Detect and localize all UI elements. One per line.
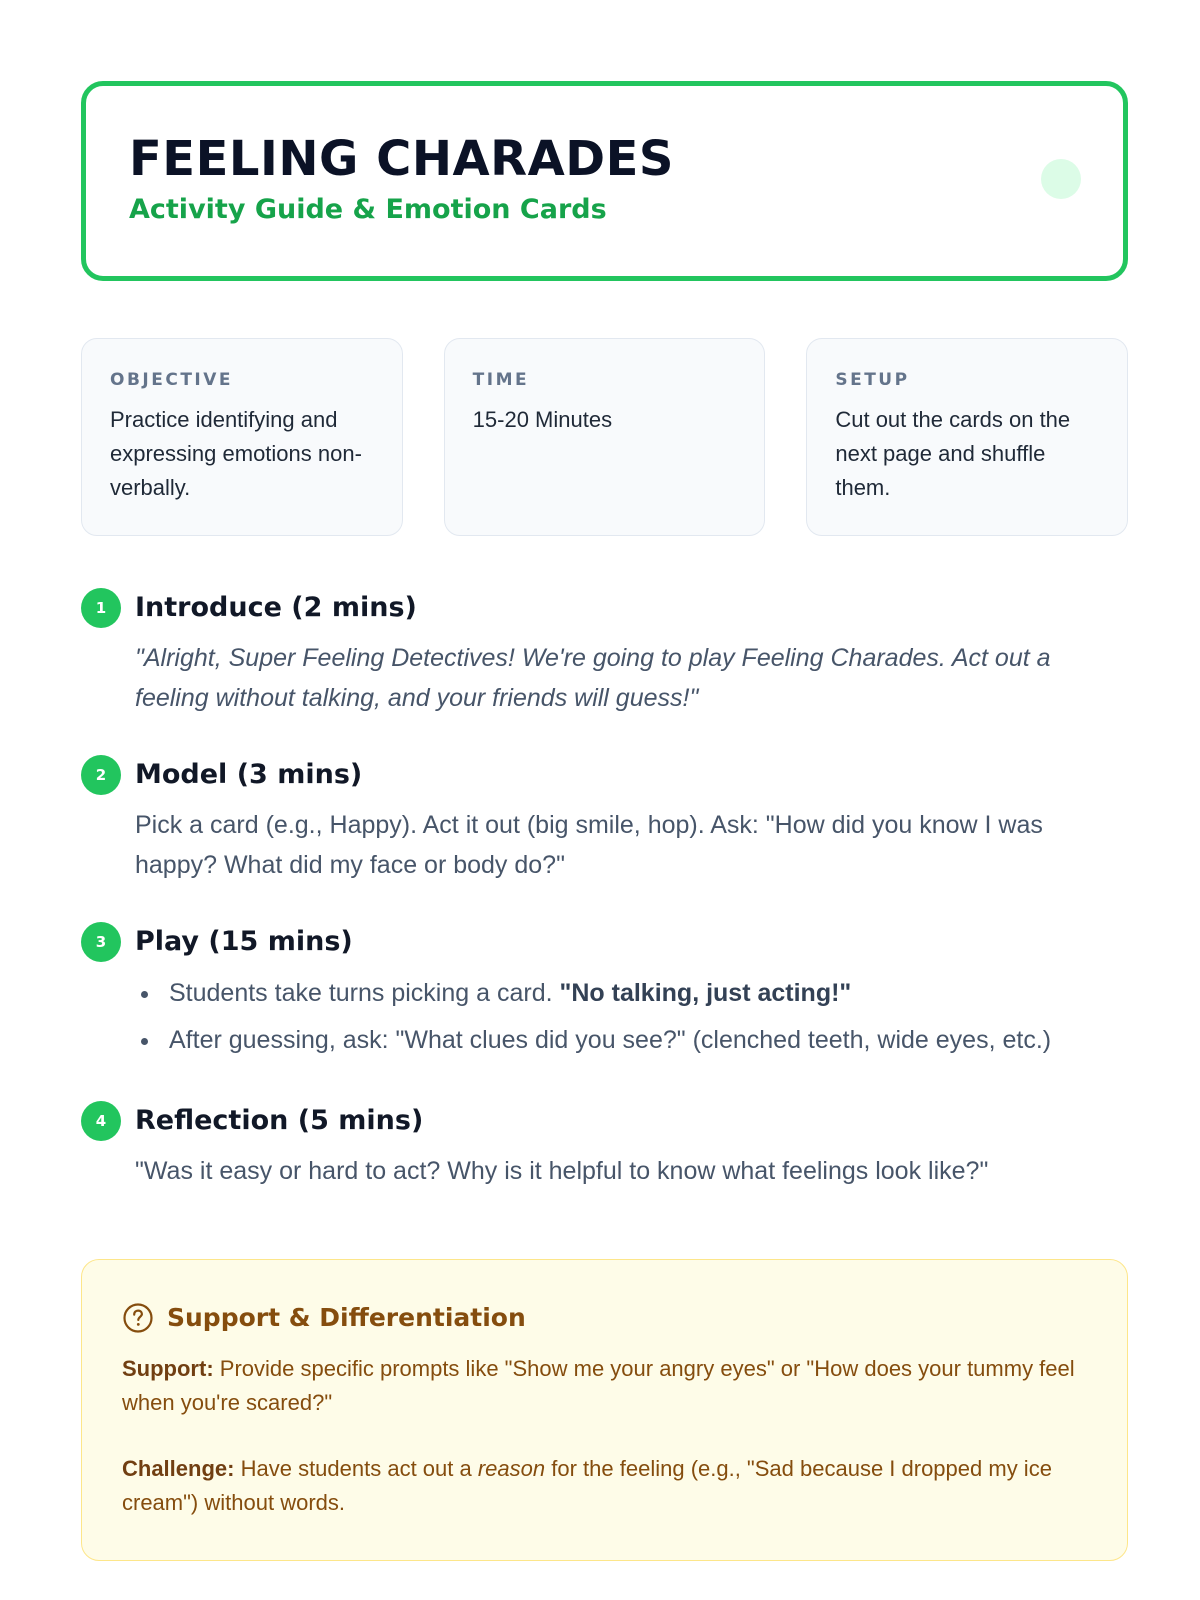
step-bullet-list <box>135 970 1128 1064</box>
challenge-text-after: for the feeling (e.g., "Sad because I dropped my ice cream") without words. <box>122 1456 1052 1515</box>
step-body: "Alright, Super Feeling Detectives! We're going to play Feeling Charades. Act out a feeling without talking, and your friends will guess!" <box>135 644 1051 712</box>
step-body: Pick a card (e.g., Happy). Act it out (big smile, hop). Ask: "How did you know I was happy? What did my face or body do?" <box>135 811 1043 879</box>
challenge-label: Challenge: <box>122 1456 235 1481</box>
info-card-text: Cut out the cards on the next page and shuffle them. <box>835 407 1071 500</box>
time-card <box>444 338 766 536</box>
step-model <box>81 755 1128 885</box>
info-card-label: OBJECTIVE <box>110 370 234 390</box>
help-circle-icon <box>122 1302 154 1334</box>
step-title: Model (3 mins) <box>135 759 363 790</box>
support-label: Support: <box>122 1356 214 1381</box>
activity-guide-page <box>81 81 1128 1561</box>
list-item <box>135 1017 1128 1064</box>
step-number-badge: 4 <box>81 1101 121 1141</box>
info-card-label: SETUP <box>835 370 910 390</box>
step-number-badge: 2 <box>81 755 121 795</box>
support-title: Support & Differentiation <box>167 1303 526 1332</box>
step-title: Introduce (2 mins) <box>135 592 417 623</box>
challenge-paragraph <box>122 1452 1087 1520</box>
support-header <box>122 1302 1087 1334</box>
page-title: FEELING CHARADES <box>129 131 674 187</box>
challenge-text-before: Have students act out a <box>240 1456 472 1481</box>
info-card-label: TIME <box>472 370 530 390</box>
support-differentiation-box <box>81 1259 1128 1561</box>
info-cards <box>81 338 1128 536</box>
challenge-emphasis: reason <box>477 1456 546 1481</box>
support-text: Provide specific prompts like "Show me your angry eyes" or "How does your tummy feel when you're scared?" <box>122 1356 1075 1415</box>
setup-card <box>806 338 1128 536</box>
bullet-text: After guessing, ask: "What clues did you see?" (clenched teeth, wide eyes, etc.) <box>169 1026 1052 1054</box>
bullet-text: Students take turns picking a card. <box>169 979 553 1007</box>
objective-card <box>81 338 403 536</box>
step-reflection <box>81 1101 1128 1191</box>
info-card-text: 15-20 Minutes <box>472 407 613 432</box>
support-paragraph <box>122 1352 1087 1420</box>
decorative-dot <box>1041 159 1081 199</box>
step-body: "Was it easy or hard to act? Why is it helpful to know what feelings look like?" <box>135 1157 989 1185</box>
bullet-emphasis: "No talking, just acting!" <box>559 979 852 1007</box>
step-title: Reflection (5 mins) <box>135 1105 424 1136</box>
step-introduce <box>81 588 1128 718</box>
step-title: Play (15 mins) <box>135 926 353 957</box>
step-play <box>81 922 1128 1064</box>
steps-list <box>81 588 1128 1191</box>
step-number-badge: 3 <box>81 922 121 962</box>
info-card-text: Practice identifying and expressing emotions non-verbally. <box>110 407 362 500</box>
page-subtitle: Activity Guide & Emotion Cards <box>129 194 607 225</box>
list-item <box>135 970 1128 1017</box>
step-number-badge: 1 <box>81 588 121 628</box>
header-card <box>81 81 1128 281</box>
